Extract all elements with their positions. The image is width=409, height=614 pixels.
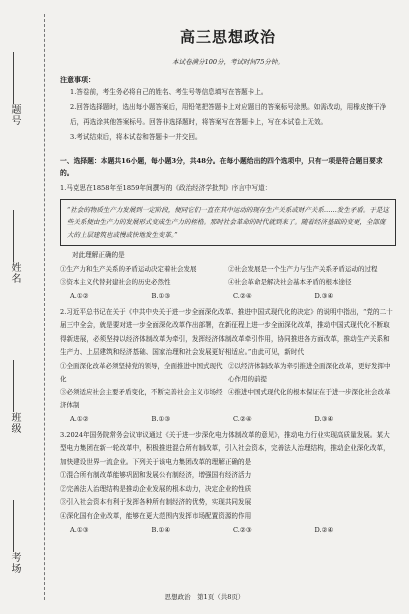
option: ①全面深化改革必须坚持党的领导，全面推进中国式现代化 xyxy=(60,361,223,383)
option-row xyxy=(60,386,396,412)
page-footer: 思想政治 第1页（共8页） xyxy=(164,593,245,601)
cut-line xyxy=(44,14,45,600)
choice-c: C.②③ xyxy=(233,526,252,534)
exam-info: 本试卷满分100分，考试时间75分钟。 xyxy=(172,58,284,66)
option-row xyxy=(60,263,396,276)
choice-d: D.②④ xyxy=(314,526,334,534)
binding-margin xyxy=(0,0,50,614)
question-stem: 3.2024年国务院常务会议审议通过《关于进一步深化电力体制改革的意见》，推动电力行业实现高质量发展。某大型电力集团在新一轮改革中，积极推进混合所有制改革，引入社会资本，完善法人治理结构，推动企业深化改革，加快建设世界一流企业。下列关于该电力集团改革的理解正确的是 xyxy=(60,430,390,466)
choice-d: D.③④ xyxy=(314,291,334,300)
notice-item: 3.考试结束后，将本试卷和答题卡一并交回。 xyxy=(70,133,202,141)
option: ②完善法人治理结构是推动企业发展的根本动力，决定企业的性质 xyxy=(60,484,252,493)
option: ①生产力和生产关系的矛盾运动决定着社会发展 xyxy=(60,264,197,273)
page-title: 高三思想政治 xyxy=(179,28,276,46)
question-2 xyxy=(60,306,396,426)
binding-label-name: 姓名 xyxy=(9,262,20,284)
question-1 xyxy=(60,182,396,303)
option: ③必须适应社会主要矛盾变化，不断完善社会主义市场经济体制 xyxy=(60,387,223,409)
question-stem: 1.马克思在1858年至1859年间撰写的《政治经济学批判》序言中写道： xyxy=(60,184,272,192)
binding-label-room: 考场 xyxy=(9,552,20,574)
choice-a: A.①② xyxy=(70,291,89,300)
question-lead: 对此理解正确的是 xyxy=(72,251,125,259)
option: ④社会革命是解决社会基本矛盾的根本途径 xyxy=(228,277,352,286)
option: ①混合所有制改革能够巩固和发展公有制经济，增强国有经济活力 xyxy=(60,471,252,479)
option-row xyxy=(60,276,396,289)
choice-c: C.②④ xyxy=(233,414,252,423)
choice-b: B.①④ xyxy=(151,526,171,534)
option: ③资本主义代替封建社会的历史必然性 xyxy=(60,277,171,286)
exam-content xyxy=(60,16,396,537)
binding-line xyxy=(13,52,14,110)
option: ④深化国有企业改革，能够在更大范围内发挥市场配置资源的作用 xyxy=(60,511,252,520)
binding-line xyxy=(13,360,14,418)
question-stem: 2.习近平总书记在关于《中共中央关于进一步全面深化改革、推进中国式现代化的决定》的说明中指出，“党的二十届三中全会，就是要对进一步全面深化改革作出部署，在新征程上进一步全面深化改革，推动中国式现代化不断取得新进展，必须坚持以经济体制改革为牵引，发挥经济体制改革牵引作用，协同推进各方面改革，推动生产关系和生产力、上层建筑和经济基础、国家治理和社会发展更好相适应。”由此可见，新时代 xyxy=(60,307,393,356)
notice-item: 1.答卷前，考生务必将自己的姓名、考生号等信息填写在答题卡上。 xyxy=(70,88,268,96)
question-3 xyxy=(60,429,396,538)
choice-a: A.①③ xyxy=(70,526,89,534)
binding-line xyxy=(13,210,14,268)
binding-line xyxy=(13,500,14,558)
answer-choices xyxy=(70,523,396,537)
binding-label-class: 班级 xyxy=(9,412,20,434)
notice-title: 注意事项： xyxy=(60,75,95,84)
notice-item: 2.回答选择题时，选出每小题答案后，用铅笔把答题卡上对应题目的答案标号涂黑。如需改动，用橡皮擦干净后，再选涂其他答案标号。回答非选择题时，将答案写在答题卡上，写在本试卷上无效。 xyxy=(70,103,387,126)
choice-b: B.①③ xyxy=(151,414,171,423)
answer-choices xyxy=(70,412,396,426)
option: ④推进中国式现代化的根本保证在于进一步深化社会改革 xyxy=(228,387,391,396)
option: ②社会发展是一个生产力与生产关系矛盾运动的过程 xyxy=(228,264,378,273)
binding-label-number: 题号 xyxy=(9,104,20,126)
choice-a: A.①② xyxy=(70,414,89,423)
choice-d: D.③④ xyxy=(314,414,334,423)
option-row xyxy=(60,360,396,386)
option: ②以经济体制改革为牵引推进全面深化改革，更好发挥中心作用的前提 xyxy=(228,361,391,383)
section-heading: 一、选择题：本题共16小题，每小题3分，共48分。在每小题给出的四个选项中，只有一项是符合题目要求的。 xyxy=(60,157,383,177)
choice-c: C.②④ xyxy=(233,291,252,300)
quote-box: “社会的物质生产力发展到一定阶段，便同它们一直在其中运动的现存生产关系或财产关系……发生矛盾。于是这些关系便由生产力的发展形式变成生产力的桎梏。那时社会革命的时代就到来了。随着经济基础的变更，全部庞大的上层建筑也或慢或快地发生变革。” xyxy=(60,199,396,247)
option: ③引入社会资本有利于发挥各种所有制经济的优势，实现共同发展 xyxy=(60,498,252,506)
answer-choices xyxy=(70,289,396,303)
choice-b: B.①③ xyxy=(151,291,171,300)
